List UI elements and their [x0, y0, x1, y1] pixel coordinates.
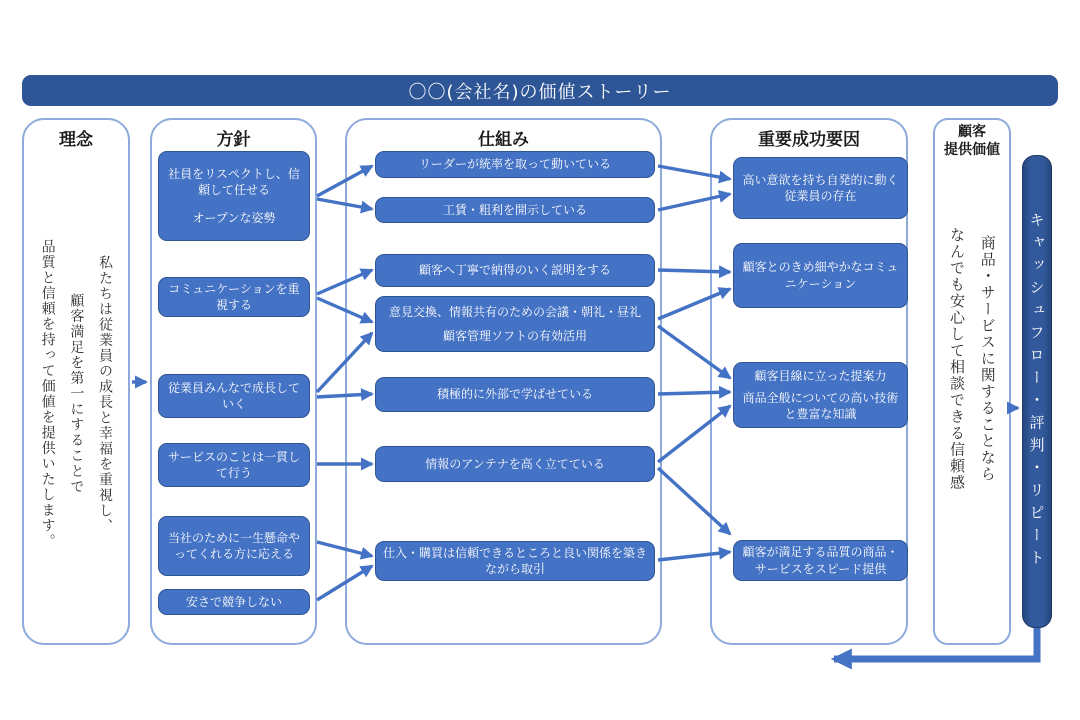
cashflow-bar	[1022, 155, 1052, 628]
node-text: 顧客が満足する品質の商品・サービスをスピード提供	[742, 545, 899, 576]
node-mech-antenna	[375, 446, 655, 482]
node-text: 積極的に外部で学ばせている	[436, 387, 593, 402]
node-text: 安さで競争しない	[185, 594, 282, 609]
node-mech-disclose	[375, 197, 655, 223]
node-ksf-proposal-knowledge	[733, 362, 908, 428]
column-customer-value	[933, 118, 1011, 645]
philosophy-line: 品質と信頼を持って価値を提供いたします。	[39, 239, 56, 549]
node-text: 意見交換、情報共有のための会議・朝礼・昼礼	[388, 305, 641, 320]
philosophy-text	[33, 158, 119, 630]
node-text: リーダーが統率を取って動いている	[418, 157, 611, 172]
node-mech-procurement	[375, 541, 655, 581]
node-text: 顧客へ丁寧で納得のいく説明をする	[418, 263, 611, 278]
node-text: 顧客管理ソフトの有効活用	[442, 328, 587, 343]
philosophy-line: 顧客満足を第一にすることで	[68, 293, 85, 495]
node-text: 社員をリスペクトし、信頼して任せる	[168, 167, 300, 198]
customer-value-text	[941, 164, 1003, 554]
node-text: 従業員みんなで成長していく	[167, 380, 300, 411]
node-ksf-speed-delivery	[733, 540, 908, 581]
node-mech-meetings	[375, 296, 655, 352]
node-policy-consistent-service	[158, 443, 310, 487]
node-mech-leader	[375, 151, 655, 178]
customer-value-line: なんでも安心して相談できる信頼感	[948, 227, 966, 491]
node-text: 当社のために一生懸命やってくれる方に応える	[167, 530, 300, 561]
node-policy-grow-together	[158, 374, 310, 418]
column-customer-value-header	[935, 124, 1009, 159]
node-mech-external-learning	[375, 377, 655, 412]
column-philosophy	[22, 118, 130, 645]
node-text: 高い意欲を持ち自発的に動く従業員の存在	[742, 172, 899, 203]
title-bar	[22, 75, 1058, 106]
node-text: 顧客とのきめ細やかなコミュニケーション	[742, 260, 899, 291]
node-text: 工賃・粗利を開示している	[442, 202, 587, 217]
column-philosophy-header: 理念	[59, 130, 93, 150]
node-policy-reward-effort	[158, 516, 310, 576]
node-policy-no-price-war	[158, 589, 310, 615]
philosophy-line: 私たちは従業員の成長と幸福を重視し、	[97, 254, 114, 534]
column-policy-header: 方針	[216, 130, 251, 150]
customer-value-header-line: 提供価値	[944, 141, 1000, 158]
node-text: コミュニケーションを重視する	[168, 281, 300, 312]
node-mech-explain	[375, 254, 655, 287]
node-text: 商品全般についての高い技術と豊富な知識	[742, 390, 899, 422]
node-policy-respect	[158, 151, 310, 241]
node-ksf-fine-communication	[733, 243, 908, 308]
node-text: 仕入・購買は信頼できるところと良い関係を築きながら取引	[382, 545, 647, 576]
node-text: オープンな姿勢	[192, 210, 276, 225]
page-title: 〇〇(会社名)の価値ストーリー	[408, 81, 672, 103]
column-mechanism-header: 仕組み	[478, 130, 529, 150]
column-success-factors-header: 重要成功要因	[758, 130, 860, 150]
customer-value-header-line: 顧客	[958, 124, 986, 140]
node-text: 情報のアンテナを高く立てている	[425, 456, 605, 471]
node-ksf-motivated-staff	[733, 157, 908, 219]
cashflow-bar-label: キャッシュフロー・評判・リピート	[1027, 211, 1046, 572]
customer-value-line: 商品・サービスに関することなら	[978, 235, 997, 483]
node-policy-communication	[158, 277, 310, 317]
node-text: 顧客目線に立った提案力	[754, 368, 887, 383]
node-text: サービスのことは一貫して行う	[167, 449, 300, 480]
